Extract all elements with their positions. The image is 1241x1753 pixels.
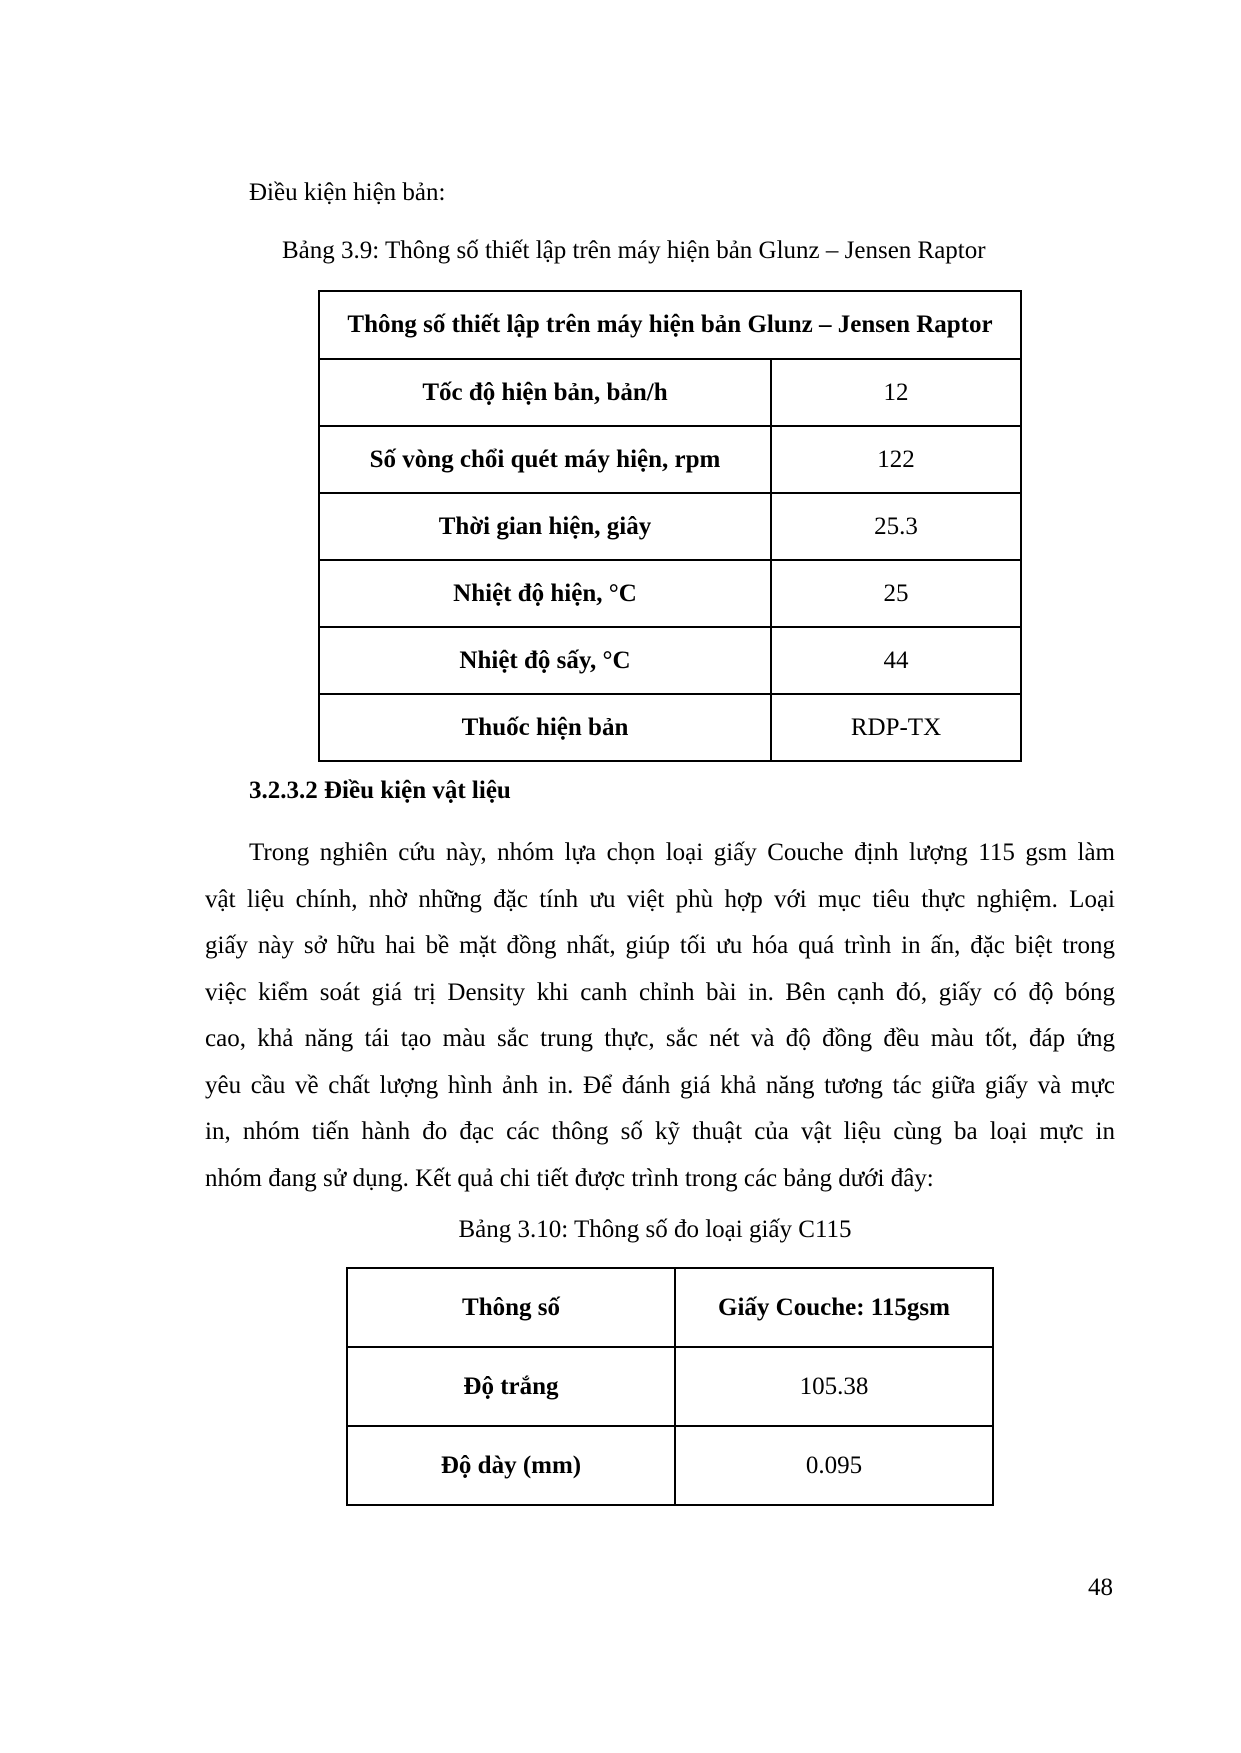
value-cell: 25.3: [771, 493, 1021, 560]
paragraph-line: nhóm đang sử dụng. Kết quả chi tiết được trình trong các bảng dưới đây:: [205, 1164, 934, 1192]
section-heading: 3.2.3.2 Điều kiện vật liệu: [249, 777, 511, 804]
param-cell: Nhiệt độ sấy, °C: [319, 627, 771, 694]
table-row: [319, 560, 1021, 627]
paragraph-line: việc kiểm soát giá trị Density khi canh chỉnh bài in. Bên cạnh đó, giấy có độ bóng: [205, 978, 1115, 1006]
table-3-9-header: Thông số thiết lập trên máy hiện bản Glunz – Jensen Raptor: [319, 291, 1021, 359]
paragraph-line: cao, khả năng tái tạo màu sắc trung thực, sắc nét và độ đồng đều màu tốt, đáp ứng: [205, 1025, 1115, 1052]
param-cell: Thuốc hiện bản: [319, 694, 771, 761]
value-cell: 12: [771, 359, 1021, 426]
intro-label: Điều kiện hiện bản:: [249, 179, 446, 206]
page-number: 48: [1088, 1574, 1113, 1601]
table-row: [319, 426, 1021, 493]
paragraph-line: yêu cầu về chất lượng hình ảnh in. Để đánh giá khả năng tương tác giữa giấy và mực: [205, 1071, 1115, 1099]
param-cell: Nhiệt độ hiện, °C: [319, 560, 771, 627]
table-row: [319, 359, 1021, 426]
table-row: [319, 694, 1021, 761]
paragraph-line: in, nhóm tiến hành đo đạc các thông số kỹ thuật của vật liệu cùng ba loại mực in: [205, 1118, 1115, 1145]
body-paragraph: [205, 830, 1115, 1202]
param-cell: Độ trắng: [347, 1347, 675, 1426]
table-3-9-caption: Bảng 3.9: Thông số thiết lập trên máy hiện bản Glunz – Jensen Raptor: [282, 237, 986, 264]
value-cell: 25: [771, 560, 1021, 627]
param-cell: Tốc độ hiện bản, bản/h: [319, 359, 771, 426]
table-row: [319, 493, 1021, 560]
table-row: [319, 627, 1021, 694]
param-cell: Độ dày (mm): [347, 1426, 675, 1505]
paragraph-line: Trong nghiên cứu này, nhóm lựa chọn loại giấy Couche định lượng 115 gsm làm: [249, 839, 1115, 866]
table-header-row: [319, 291, 1021, 359]
header-value-cell: Giấy Couche: 115gsm: [675, 1268, 993, 1347]
table-3-9: [318, 290, 1022, 762]
param-cell: Thời gian hiện, giây: [319, 493, 771, 560]
value-cell: RDP-TX: [771, 694, 1021, 761]
value-cell: 105.38: [675, 1347, 993, 1426]
paragraph-line: giấy này sở hữu hai bề mặt đồng nhất, giúp tối ưu hóa quá trình in ấn, đặc biệt trong: [205, 932, 1115, 959]
table-header-row: [347, 1268, 993, 1347]
table-row: [347, 1426, 993, 1505]
table-row: [347, 1347, 993, 1426]
value-cell: 0.095: [675, 1426, 993, 1505]
param-cell: Số vòng chổi quét máy hiện, rpm: [319, 426, 771, 493]
table-3-10: [346, 1267, 994, 1506]
value-cell: 44: [771, 627, 1021, 694]
header-param-cell: Thông số: [347, 1268, 675, 1347]
paragraph-line: vật liệu chính, nhờ những đặc tính ưu việt phù hợp với mục tiêu thực nghiệm. Loại: [205, 885, 1115, 913]
table-3-10-caption: Bảng 3.10: Thông số đo loại giấy C115: [458, 1216, 852, 1243]
value-cell: 122: [771, 426, 1021, 493]
